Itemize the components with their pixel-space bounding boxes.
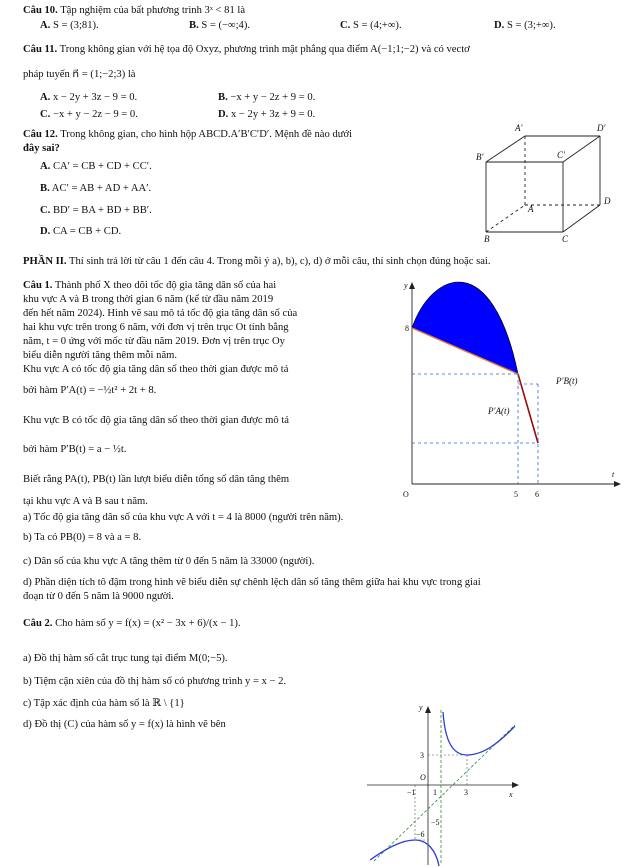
label-c: C [562, 234, 569, 244]
curve-right-branch [443, 712, 515, 755]
q12-stem-line2: đây sai? [23, 143, 60, 154]
q10-option-b-text: S = (−∞;4). [201, 20, 251, 31]
c1-line-4: năm, t = 0 ứng với mốc từ đầu năm 2019. Đơn vị trên trục Oy [23, 336, 285, 347]
q10-option-d[interactable] [494, 19, 556, 32]
c2-stem: Cho hàm số y = f(x) = (x² − 3x + 6)/(x − 1). [55, 618, 241, 629]
q11-option-d[interactable] [218, 108, 315, 121]
q11-stem-line2: pháp tuyến n⃗ = (1;−2;3) là [23, 69, 136, 80]
q10-option-c[interactable] [340, 19, 402, 32]
c1-label: Câu 1. [23, 280, 53, 291]
fgraph-origin: O [420, 773, 426, 782]
curve-left-branch [370, 840, 439, 866]
graph-origin: O [403, 490, 409, 499]
label-b-prime: B′ [476, 152, 484, 162]
c1-line-10: Biết rằng PA(t), PB(t) lần lượt biểu diễn tổng số dân tăng thêm [23, 474, 290, 485]
q11-option-b-text: −x + y − 2z + 9 = 0. [230, 92, 316, 103]
label-b: B [484, 234, 490, 244]
q12-option-c[interactable] [40, 204, 152, 217]
label-c-prime: C′ [557, 150, 565, 160]
c2-label: Câu 2. [23, 618, 53, 629]
c1-item-b[interactable]: b) Ta có PB(0) = 8 và a = 8. [23, 532, 142, 543]
q10-option-b[interactable] [189, 19, 250, 32]
q11-stem-line1: Trong không gian với hệ tọa độ Oxyz, phương trình mặt phẳng qua điểm A(−1;1;−2) và có vectơ [59, 44, 470, 55]
q11-option-c[interactable] [40, 108, 138, 121]
fgraph-x-label: x [509, 790, 513, 799]
q10-label: Câu 10. [23, 5, 58, 16]
q11-option-c-text: −x + y − 2z − 9 = 0. [52, 109, 138, 120]
c1-line-3: hai khu vực trên trong 6 năm, với đơn vị trên trục Ot tính bằng [23, 322, 289, 333]
q12-option-c-letter: C. [40, 205, 51, 216]
q10-option-b-letter: B. [189, 20, 199, 31]
population-graph [392, 276, 622, 502]
graph-pb-label: P′B(t) [556, 376, 578, 386]
q12-option-d-letter: D. [40, 226, 51, 237]
q12-option-c-text: BD′ = BA + BD + BB′. [52, 205, 152, 216]
q11-label: Câu 11. [23, 44, 58, 55]
label-a: A [528, 204, 534, 214]
q10-option-d-text: S = (3;+∞). [506, 20, 556, 31]
q12-label: Câu 12. [23, 129, 58, 140]
q11-option-b-letter: B. [218, 92, 228, 103]
parallelepiped-figure [470, 120, 620, 245]
c1-line-6: Khu vực A có tốc độ gia tăng dân số theo thời gian được mô tả [23, 364, 289, 375]
q10-option-c-letter: C. [340, 20, 351, 31]
fgraph-tick-neg6: −6 [416, 830, 425, 839]
q10-option-d-letter: D. [494, 20, 505, 31]
c1-item-d[interactable]: d) Phần diện tích tô đậm trong hình vẽ biểu diễn sự chênh lệch dân số tăng thêm giữa hai khu vực trong giai [23, 577, 481, 588]
q12-option-b[interactable] [40, 182, 151, 195]
q11-question [23, 43, 470, 56]
q12-option-b-text: AC′ = AB + AD + AA′. [51, 183, 152, 194]
c2-item-c[interactable]: c) Tập xác định của hàm số là ℝ \ {1} [23, 698, 185, 709]
part2-instruction: Thí sinh trả lời từ câu 1 đến câu 4. Trong mỗi ý a), b), c), d) ở mỗi câu, thí sinh chọn đúng hoặc sai. [69, 256, 491, 267]
q11-option-a-letter: A. [40, 92, 51, 103]
q12-stem-line1: Trong không gian, cho hình hộp ABCD.A′B′C′D′. Mệnh đề nào dưới [60, 129, 353, 140]
q11-option-b[interactable] [218, 91, 315, 104]
q12-option-d-text: CA = CB + CD. [52, 226, 122, 237]
q10-option-a[interactable] [40, 19, 99, 32]
q12-option-a-text: CA′ = CB + CD + CC′. [52, 161, 152, 172]
c1-item-d-cont: đoạn từ 0 đến 5 năm là 9000 người. [23, 591, 174, 602]
c2-item-d[interactable]: d) Đồ thị (C) của hàm số y = f(x) là hình vẽ bên [23, 719, 226, 730]
graph-t-label: t [612, 470, 615, 479]
c1-line-2: đến hết năm 2024). Hình vẽ sau mô tả tốc độ gia tăng dân số của [23, 308, 298, 319]
q12-option-a-letter: A. [40, 161, 51, 172]
c1-line-1: khu vực A và B trong thời gian 6 năm (kể từ đầu năm 2019 [23, 294, 274, 305]
q11-option-a[interactable] [40, 91, 137, 104]
graph-tick-5: 5 [514, 490, 518, 499]
fgraph-tick-neg5: −5 [431, 818, 440, 827]
c1-line-0 [23, 279, 276, 292]
label-a-prime: A′ [515, 123, 523, 133]
c2-item-b[interactable]: b) Tiệm cận xiên của đồ thị hàm số có phương trình y = x − 2. [23, 676, 287, 687]
shaded-area [412, 282, 518, 374]
fgraph-tick-3x: 3 [464, 788, 468, 797]
q12-option-b-letter: B. [40, 183, 50, 194]
c1-line-9: bởi hàm P′B(t) = a − ½t. [23, 444, 127, 455]
q11-option-c-letter: C. [40, 109, 51, 120]
q12-question [23, 128, 352, 141]
graph-pa-label: P′A(t) [488, 406, 510, 416]
q10-question [23, 4, 245, 17]
q12-option-d[interactable] [40, 225, 121, 238]
graph-y-label: y [404, 281, 408, 290]
label-d-prime: D′ [597, 123, 606, 133]
q12-option-a[interactable] [40, 160, 152, 173]
c1-line-0-text: Thành phố X theo dõi tốc độ gia tăng dân số của hai [54, 280, 277, 291]
q11-option-d-text: x − 2y + 3z + 9 = 0. [230, 109, 316, 120]
fgraph-tick-3: 3 [420, 751, 424, 760]
c1-line-8: Khu vực B có tốc độ gia tăng dân số theo thời gian được mô tả [23, 415, 289, 426]
part2-title: PHẦN II. [23, 256, 67, 267]
q10-option-c-text: S = (4;+∞). [352, 20, 402, 31]
q11-option-a-text: x − 2y + 3z − 9 = 0. [52, 92, 138, 103]
graph-tick-8: 8 [405, 324, 409, 333]
c1-item-a[interactable]: a) Tốc độ gia tăng dân số của khu vực A với t = 4 là 8000 (người trên năm). [23, 512, 344, 523]
fgraph-tick-neg1: −1 [407, 788, 416, 797]
q10-option-a-text: S = (3;81). [52, 20, 99, 31]
fgraph-tick-1: 1 [433, 788, 437, 797]
c2-item-a[interactable]: a) Đồ thị hàm số cắt trục tung tại điểm M(0;−5). [23, 653, 228, 664]
c1-line-5: biểu diễn người tăng thêm mỗi năm. [23, 350, 178, 361]
c2-question [23, 617, 241, 630]
q11-option-d-letter: D. [218, 109, 229, 120]
label-d: D [604, 196, 611, 206]
q10-option-a-letter: A. [40, 20, 51, 31]
c1-item-c[interactable]: c) Dân số của khu vực A tăng thêm từ 0 đến 5 năm là 33000 (người). [23, 556, 315, 567]
function-graph [362, 700, 520, 867]
fgraph-y-label: y [419, 703, 423, 712]
q10-stem: Tập nghiệm của bất phương trình 3ˣ < 81 là [60, 5, 246, 16]
graph-tick-6: 6 [535, 490, 539, 499]
c1-line-7: bởi hàm P′A(t) = −½t² + 2t + 8. [23, 385, 157, 396]
part2-header [23, 255, 491, 268]
c1-line-11: tại khu vực A và B sau t năm. [23, 496, 148, 507]
